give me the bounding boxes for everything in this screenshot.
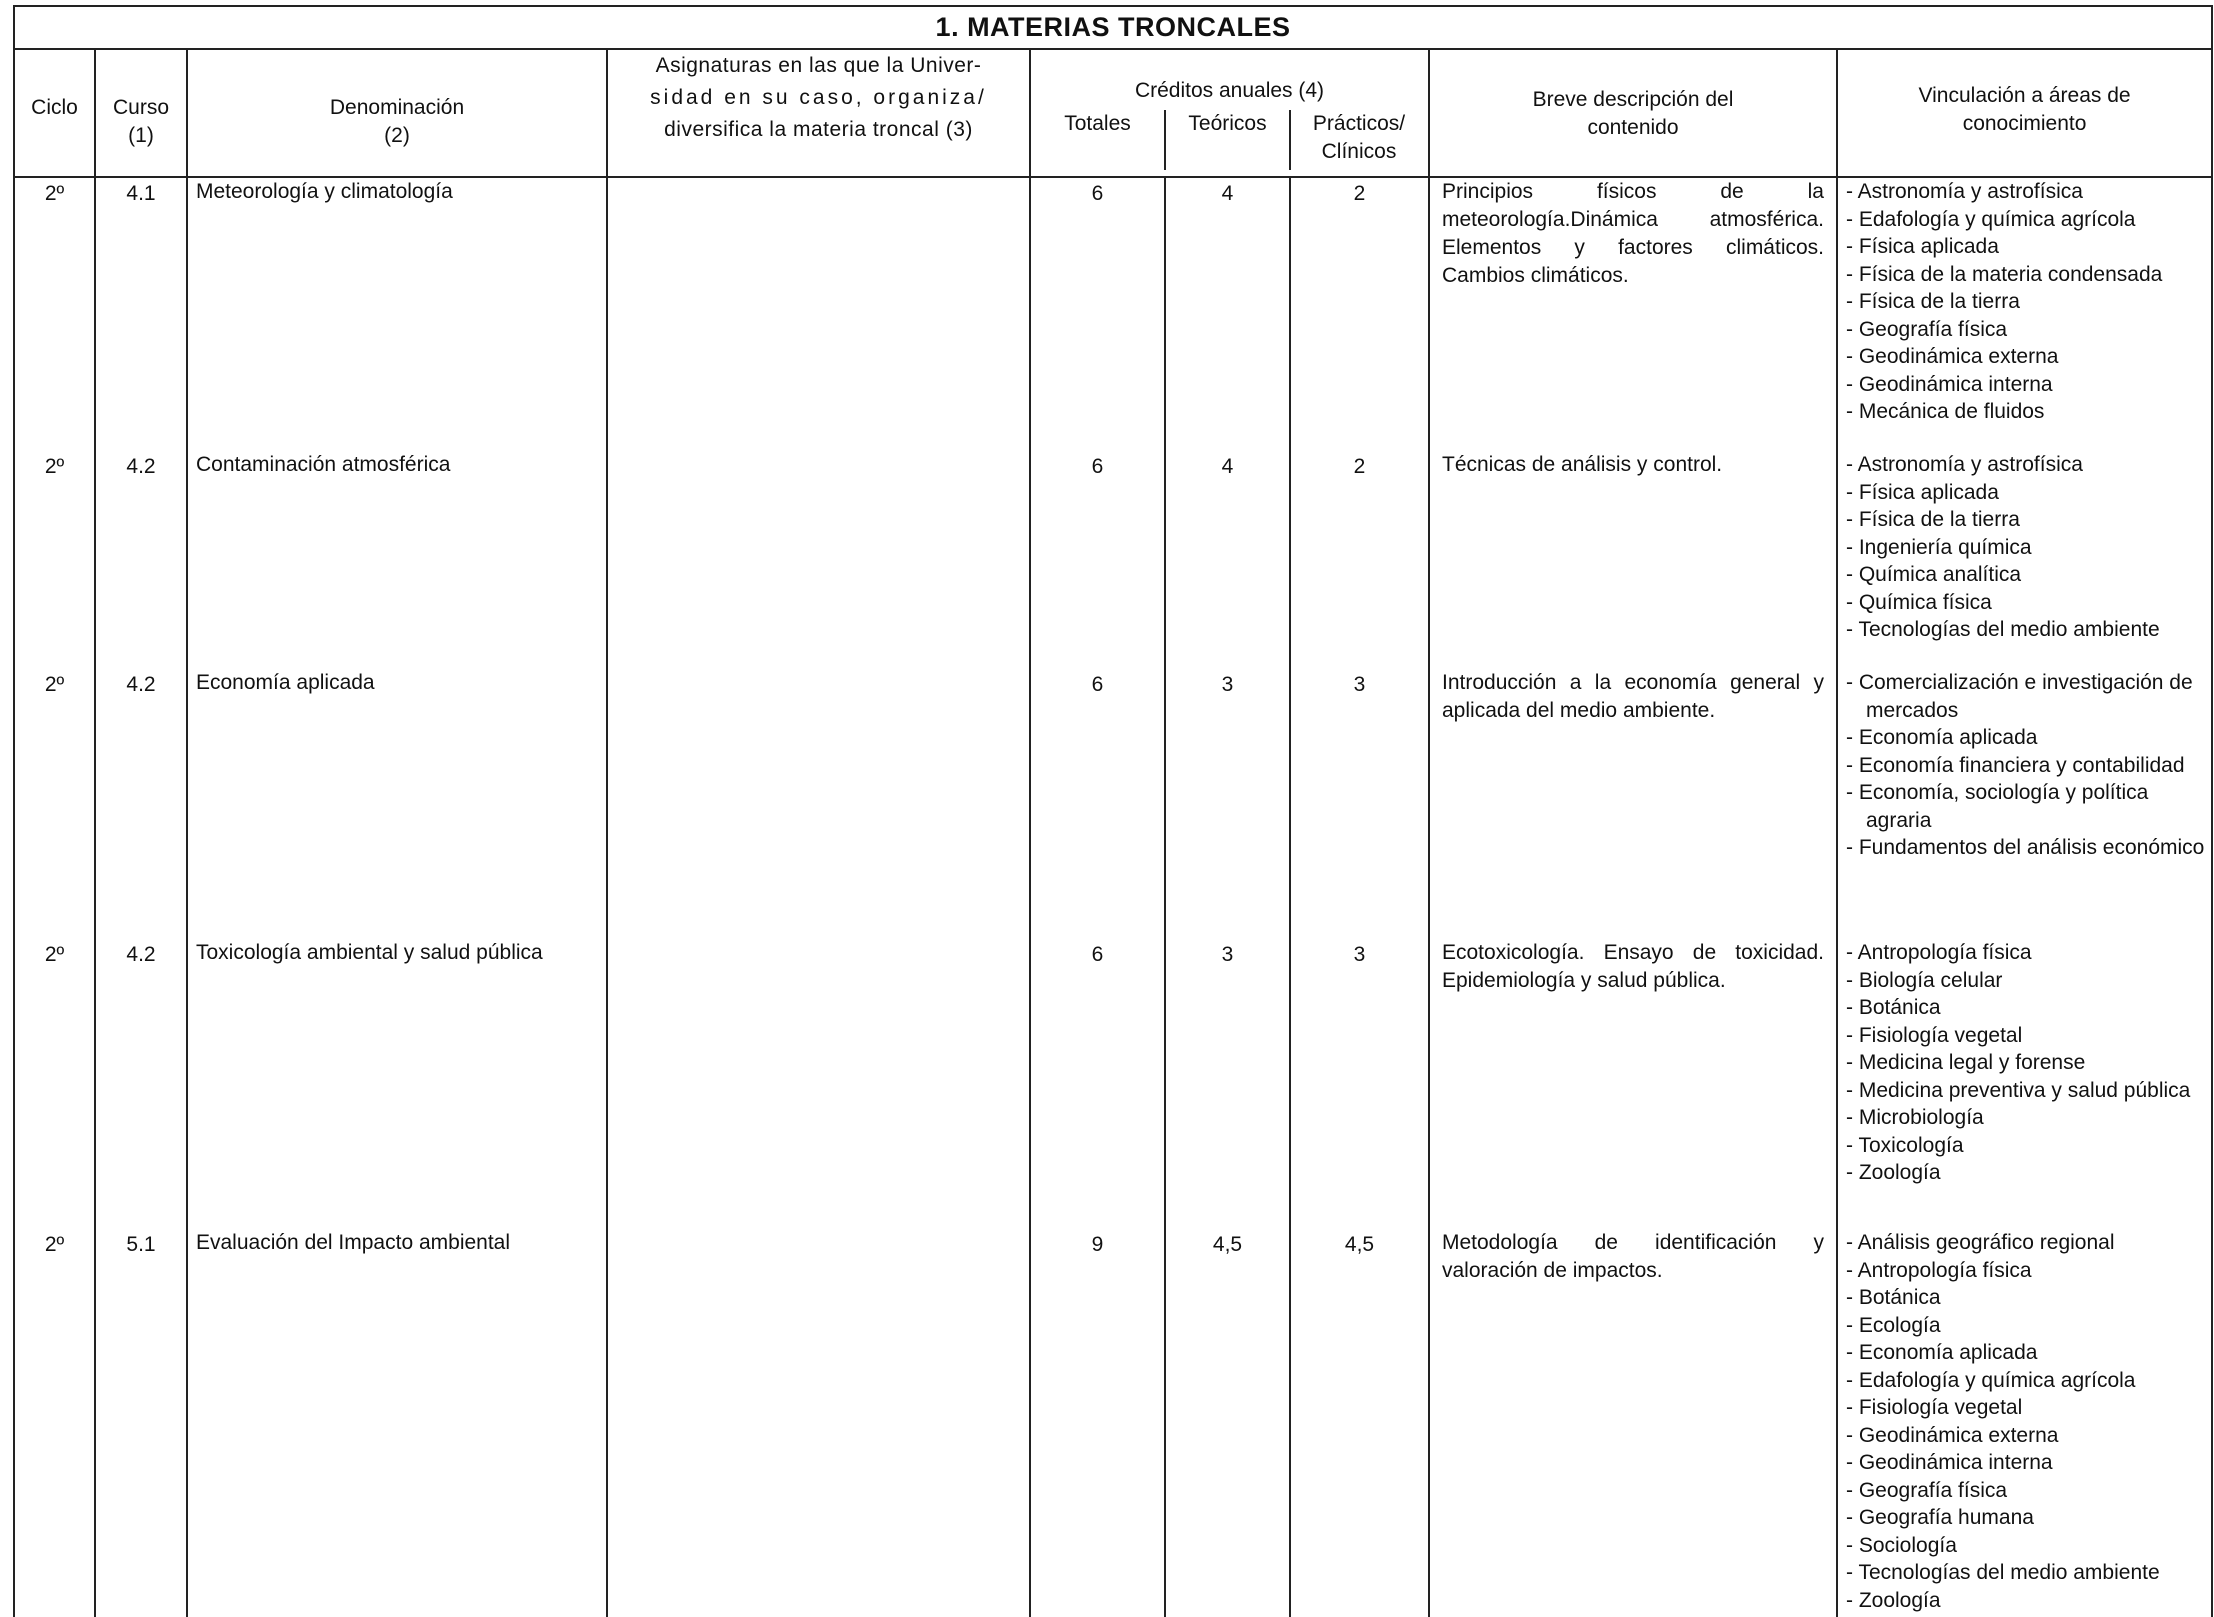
area-item: - Ecología [1846,1313,1941,1337]
cell-descripcion: Metodología de identificación y valoración de impactos. [1429,1229,1837,1617]
area-item: - Zoología [1846,1588,1941,1612]
header-descripcion [1429,49,1837,177]
header-curso-label: Curso [112,96,170,119]
cell-totales: 6 [1030,939,1165,1229]
area-item: - Física aplicada [1846,235,1999,258]
area-item: - Química analítica [1846,563,2022,586]
area-item: - Fundamentos del análisis económico [1846,836,2205,859]
cell-areas [1837,177,2212,451]
cell-totales: 6 [1030,451,1165,669]
area-item: - Economía financiera y contabilidad [1846,753,2185,777]
cell-denominacion: Meteorología y climatología [187,177,607,451]
area-item: - Astronomía y astrofísica [1846,453,2083,476]
table-row [14,177,2212,451]
cell-practicos: 2 [1290,177,1429,451]
area-item: - Comercialización e investigación de mercados [1846,671,2193,722]
area-item: - Geodinámica externa [1846,345,2059,368]
cell-totales: 6 [1030,177,1165,451]
area-item: - Toxicología [1846,1133,1964,1157]
cell-practicos: 2 [1290,451,1429,669]
header-creditos-group [1030,49,1429,177]
cell-denominacion: Economía aplicada [187,669,607,939]
area-item: - Fisiología vegetal [1846,1396,2023,1419]
cell-areas [1837,1229,2212,1617]
cell-asignaturas [607,451,1030,669]
cell-asignaturas [607,1229,1030,1617]
header-creditos-label: Créditos anuales (4) [1134,79,1325,102]
area-item: - Tecnologías del medio ambiente [1846,618,2160,641]
area-item: - Sociología [1846,1533,1957,1557]
area-item: - Antropología física [1846,941,2032,964]
cell-ciclo: 2º [14,669,95,939]
cell-curso: 4.2 [95,451,187,669]
area-item: - Edafología y química agrícola [1846,207,2136,231]
area-item: - Química física [1846,590,1992,614]
area-item: - Análisis geográfico regional [1846,1231,2115,1254]
area-item: - Astronomía y astrofísica [1846,180,2083,203]
header-asignaturas-line2: sidad en su caso, organiza/ [650,86,987,109]
area-item: - Geodinámica interna [1846,1451,2053,1474]
header-vinculacion-line2: conocimiento [1962,111,2087,135]
cell-curso: 4.2 [95,669,187,939]
area-item: - Geodinámica interna [1846,372,2053,396]
cell-curso: 4.2 [95,939,187,1229]
cell-teoricos: 4,5 [1165,1229,1290,1617]
cell-ciclo: 2º [14,451,95,669]
cell-descripcion: Principios físicos de la meteorología.Dinámica atmosférica. Elementos y factores climáticos. Cambios climáticos. [1429,177,1837,451]
cell-denominacion: Toxicología ambiental y salud pública [187,939,607,1229]
area-item: - Física de la tierra [1846,508,2020,531]
header-practicos-line2: Clínicos [1321,140,1397,163]
cell-ciclo: 2º [14,177,95,451]
cell-practicos: 3 [1290,939,1429,1229]
header-curso-note: (1) [128,123,154,147]
area-item: - Economía aplicada [1846,726,2038,749]
area-item: - Fisiología vegetal [1846,1023,2023,1047]
cell-areas [1837,669,2212,939]
cell-descripcion: Técnicas de análisis y control. [1429,451,1837,669]
header-teoricos: Teóricos [1164,110,1289,170]
cell-ciclo: 2º [14,1229,95,1617]
cell-areas [1837,451,2212,669]
area-item: - Zoología [1846,1161,1941,1184]
header-descripcion-line2: contenido [1587,115,1679,139]
area-item: - Edafología y química agrícola [1846,1368,2136,1392]
cell-asignaturas [607,177,1030,451]
cell-curso: 5.1 [95,1229,187,1617]
header-practicos-line1: Prácticos/ [1312,112,1406,135]
cell-denominacion: Contaminación atmosférica [187,451,607,669]
area-item: - Geodinámica externa [1846,1423,2059,1447]
cell-curso: 4.1 [95,177,187,451]
area-item: - Medicina preventiva y salud pública [1846,1078,2191,1102]
header-asignaturas [607,49,1030,177]
cell-teoricos: 3 [1165,669,1290,939]
area-item: - Microbiología [1846,1106,1984,1129]
materias-table [13,5,2213,1617]
cell-teoricos: 4 [1165,177,1290,451]
area-item: - Biología celular [1846,968,2003,992]
header-descripcion-line1: Breve descripción del [1532,88,1734,111]
cell-teoricos: 4 [1165,451,1290,669]
area-item: - Mecánica de fluidos [1846,400,2045,423]
area-item: - Economía aplicada [1846,1341,2038,1364]
header-totales: Totales [1064,112,1131,135]
area-item: - Botánica [1846,996,1941,1019]
cell-asignaturas [607,669,1030,939]
cell-denominacion: Evaluación del Impacto ambiental [187,1229,607,1617]
header-denominacion [187,49,607,177]
header-vinculacion [1837,49,2212,177]
area-item: - Física de la tierra [1846,290,2020,313]
cell-totales: 9 [1030,1229,1165,1617]
header-creditos-subheaders [1031,110,1428,170]
table-row [14,1229,2212,1617]
header-row [14,49,2212,177]
header-ciclo [14,49,95,177]
cell-totales: 6 [1030,669,1165,939]
cell-ciclo: 2º [14,939,95,1229]
area-item: - Botánica [1846,1286,1941,1309]
area-item: - Tecnologías del medio ambiente [1846,1561,2160,1584]
header-curso [95,49,187,177]
area-item: - Física aplicada [1846,480,1999,504]
header-denominacion-note: (2) [384,123,410,147]
cell-areas [1837,939,2212,1229]
header-practicos [1289,110,1427,170]
table-row [14,939,2212,1229]
area-item: - Antropología física [1846,1258,2032,1282]
cell-teoricos: 3 [1165,939,1290,1229]
area-item: - Geografía física [1846,317,2008,341]
header-denominacion-label: Denominación [329,96,465,119]
area-item: - Geografía humana [1846,1506,2034,1529]
cell-descripcion: Ecotoxicología. Ensayo de toxicidad. Epidemiología y salud pública. [1429,939,1837,1229]
header-ciclo-label: Ciclo [31,96,78,119]
area-item: - Economía, sociología y política agraria [1846,781,2149,832]
cell-descripcion: Introducción a la economía general y aplicada del medio ambiente. [1429,669,1837,939]
table-body [14,177,2212,1617]
cell-practicos: 3 [1290,669,1429,939]
area-item: - Geografía física [1846,1478,2008,1502]
table-row [14,451,2212,669]
table-row [14,669,2212,939]
area-item: - Ingeniería química [1846,535,2032,559]
header-asignaturas-line1: Asignaturas en las que la Univer- [655,54,982,77]
document-page [13,5,2211,1612]
area-item: - Medicina legal y forense [1846,1051,2086,1074]
cell-asignaturas [607,939,1030,1229]
table-title: 1. MATERIAS TRONCALES [14,6,2212,49]
header-vinculacion-line1: Vinculación a áreas de [1918,84,2131,107]
cell-practicos: 4,5 [1290,1229,1429,1617]
area-item: - Física de la materia condensada [1846,262,2163,286]
header-asignaturas-line3: diversifica la materia troncal (3) [664,118,973,141]
